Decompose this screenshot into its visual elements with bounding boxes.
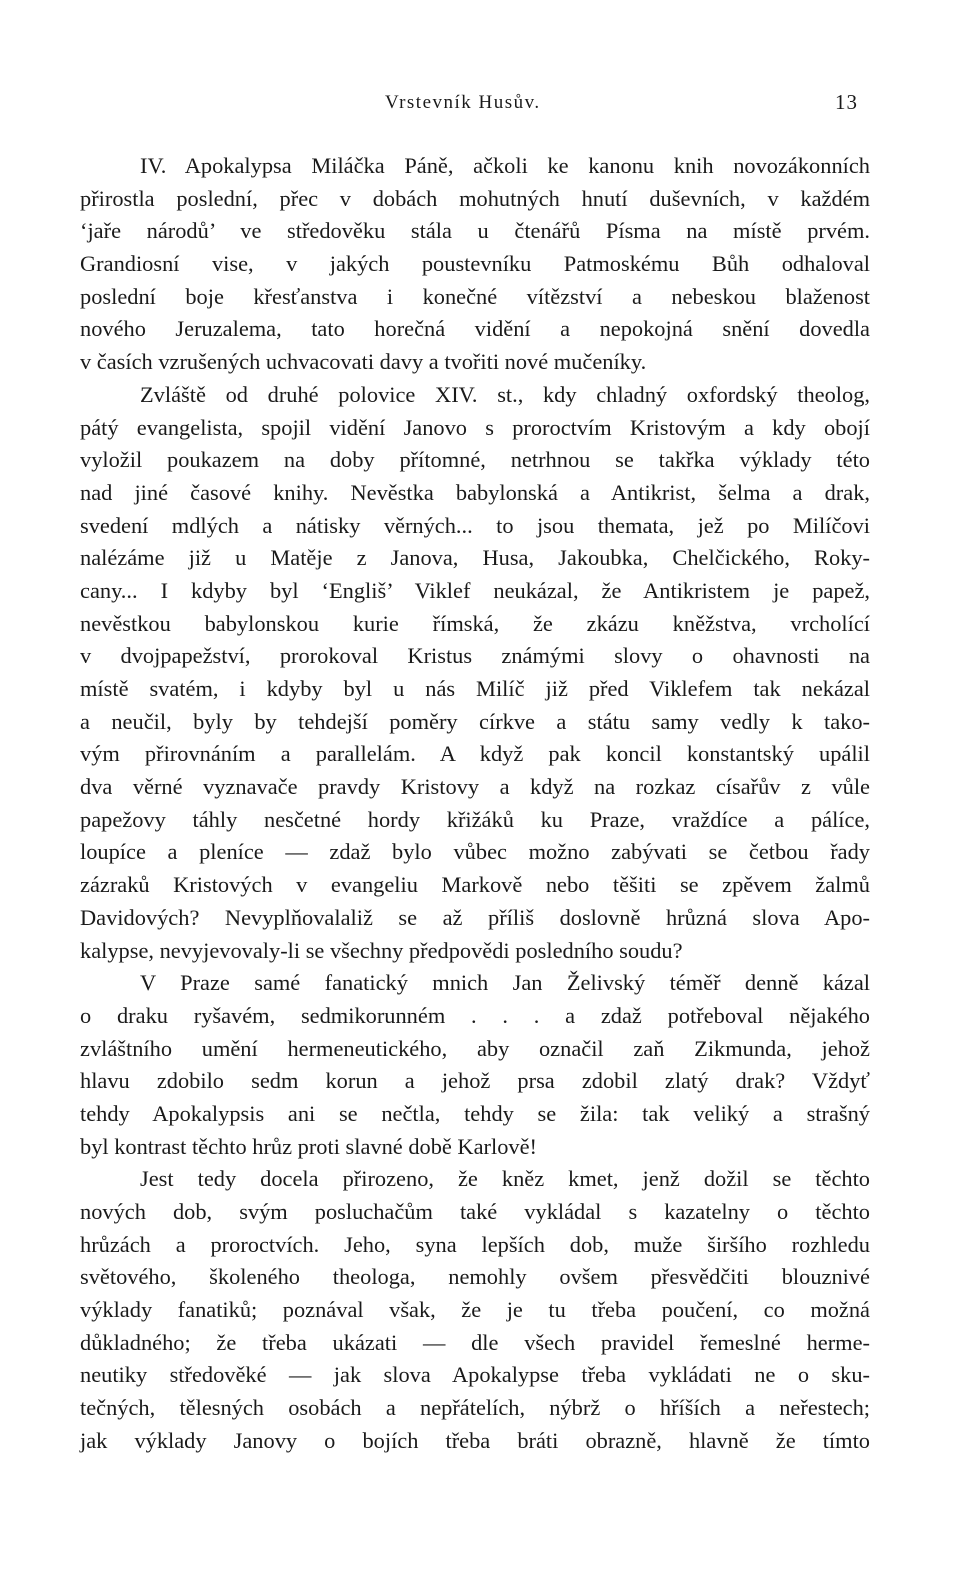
text-line: cany... I kdyby byl ‘Engliš’ Viklef neukázal, že Antikristem je papež, [80,577,870,603]
text-line: tečných, tělesných osobách a nepřátelích, nýbrž o hříších a neřestech; [80,1395,870,1421]
text-line: a neučil, byly by tehdejší poměry církve a státu samy vedly k tako- [80,708,870,734]
text-line: nad jiné časové knihy. Nevěstka babylonská a Antikrist, šelma a drak, [80,479,870,505]
text-line: důkladného; že třeba ukázati — dle všech pravidel řemeslné herme- [80,1329,870,1355]
text-line: poslední boje křesťanstva i konečné vítězství a nebeskou blaženost [80,283,870,309]
text-line: přirostla poslední, přec v dobách mohutných hnutí duševních, v každém [80,185,870,211]
text-line: Davidových? Nevyplňovalaliž se až příliš doslovně hrůzná slova Apo- [80,904,870,930]
text-line: vým přirovnáním a parallelám. A když pak koncil konstantský upálil [80,741,870,767]
text-line: IV. Apokalypsa Miláčka Páně, ačkoli ke kanonu knih novozákonních [140,153,870,178]
page-number: 13 [835,90,858,114]
text-line: tehdy Apokalypsis ani se nečtla, tehdy se žila: tak veliký a strašný [80,1100,870,1126]
text-line: v časích vzrušených uchvacovati davy a tvořiti nové mučeníky. [80,349,647,375]
body-text [80,150,870,1458]
text-line: nových dob, svým posluchačům také vykládal s kazatelny o těchto [80,1199,870,1224]
text-line: V Praze samé fanatický mnich Jan Želivský téměř denně kázal [140,970,870,996]
text-line: zvláštního umění hermeneutického, aby označil zaň Zikmunda, jehož [80,1035,870,1061]
text-line: v dvojpapežství, prorokoval Kristus známými slovy o ohavnosti na [80,643,870,669]
text-line: svedení mdlých a nátisky věrných... to jsou themata, jež po Milíčovi [80,512,870,538]
text-line: o draku ryšavém, sedmikorunném . . . a zdaž potřeboval nějakého [80,1002,870,1028]
text-line: nalézáme již u Matěje z Janova, Husa, Jakoubka, Chelčického, Roky- [80,545,870,571]
text-line: jak výklady Janovy o bojích třeba bráti obrazně, hlavně že tímto [80,1427,870,1453]
text-line: světového, školeného theologa, nemohly ovšem přesvědčiti blouznivé [80,1264,870,1290]
text-line: papežovy táhly nesčetné hordy křižáků ku Praze, vraždíce a pálíce, [80,806,870,832]
text-line: Zvláště od druhé polovice XIV. st., kdy chladný oxfordský theolog, [140,381,870,407]
text-line: nového Jeruzalema, tato horečná vidění a nepokojná snění dovedla [80,316,870,342]
text-line: byl kontrast těchto hrůz proti slavné době Karlově! [80,1133,538,1159]
text-line: místě svatém, i kdyby byl u nás Milíč již před Viklefem tak nekázal [80,676,870,701]
text-line: hlavu zdobilo sedm korun a jehož prsa zdobil zlatý drak? Vždyť [80,1068,870,1094]
text-line: kalypse, nevyjevovaly-li se všechny předpovědi posledního soudu? [80,937,683,963]
text-line: loupíce a pleníce — zdaž bylo vůbec možno zabývati se četbou řady [80,839,870,865]
text-line: Jest tedy docela přirozeno, že kněz kmet, jenž dožil se těchto [140,1166,870,1192]
running-title: Vrstevník Husův. [385,92,541,113]
text-line: pátý evangelista, spojil vidění Janovo s proroctvím Kristovým a kdy obojí [80,414,870,440]
text-line: neutiky středověké — jak slova Apokalypse třeba vykládati ne o sku- [80,1362,870,1388]
text-line: Grandiosní vise, v jakých poustevníku Patmoskému Bůh odhaloval [80,251,870,277]
text-line: vyložil poukazem na doby přítomné, netrhnou se takřka výklady této [80,447,870,473]
text-line: výklady fanatiků; poznával však, že je tu třeba poučení, co možná [80,1297,870,1323]
text-line: zázraků Kristových v evangeliu Markově nebo těšiti se zpěvem žalmů [80,872,870,898]
text-line: dva věrné vyznavače pravdy Kristovy a když na rozkaz císařův z vůle [80,774,870,800]
text-line: hrůzách a proroctvích. Jeho, syna lepších dob, muže širšího rozhledu [80,1231,870,1257]
text-line: ‘jaře národů’ ve středověku stála u čtenářů Písma na místě prvém. [80,218,870,244]
text-line: nevěstkou babylonskou kurie římská, že zkázu kněžstva, vrcholící [80,610,870,636]
